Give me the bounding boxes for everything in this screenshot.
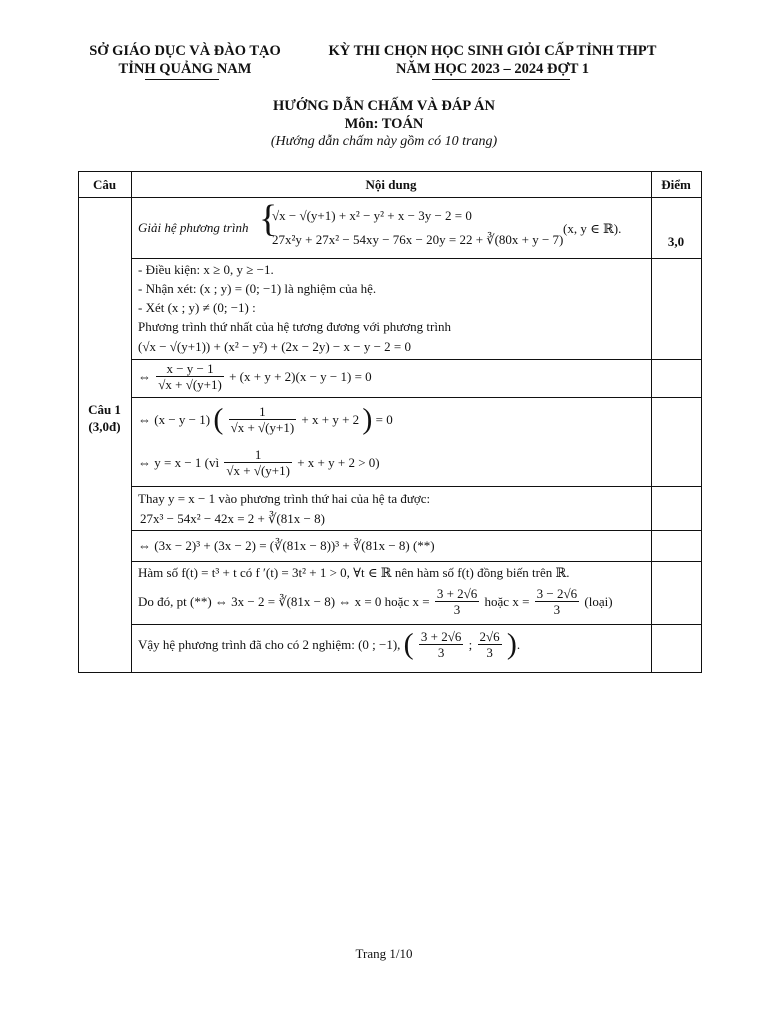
substitution-line: Thay y = x − 1 vào phương trình thứ hai của hệ ta được:: [138, 491, 431, 506]
exam-year: NĂM HỌC 2023 – 2024 ĐỢT 1: [395, 61, 590, 77]
transformed-eq: (√x − √(y+1)) + (x² − y²) + (2x − 2y) − x − y − 2 = 0: [138, 339, 412, 354]
table-col-divider-1: [131, 171, 132, 673]
system-eq2: 27x²y + 27x² − 54xy − 76x − 20y = 22 + ∛(80x + y − 7): [272, 232, 564, 247]
step-factor-den: √x + √(y+1): [158, 377, 222, 392]
final-x-fraction: [419, 629, 463, 660]
col-header-diem: Điểm: [661, 177, 691, 192]
roots-lead: Do đó, pt (**) ⇔ 3x − 2 = ∛(81x − 8) ⇔ x = 0 hoặc: [138, 594, 410, 609]
table-border-top: [78, 171, 702, 172]
step-factor-tail: + (x + y + 2)(x − y − 1) = 0: [229, 369, 372, 384]
doc-subject: Môn: TOÁN: [344, 116, 424, 132]
root2-fraction: [535, 586, 579, 617]
root1-den: 3: [435, 601, 479, 617]
root2-x: x =: [512, 594, 530, 609]
exam-name: KỲ THI CHỌN HỌC SINH GIỎI CẤP TỈNH THPT: [328, 43, 657, 59]
final-y-fraction: [478, 629, 502, 660]
step-factor-fraction: [156, 361, 224, 392]
col-header-cau: Câu: [92, 177, 117, 192]
equivalence-line: Phương trình thứ nhất của hệ tương đương với phương trình: [138, 319, 451, 334]
case-line: - Xét (x ; y) ≠ (0; −1) :: [138, 300, 256, 315]
root2-rejected: (loại): [584, 594, 613, 609]
row-sep: [131, 397, 702, 398]
page-number: Trang 1/10: [355, 946, 413, 961]
cube-form-eq: ⇔ (3x − 2)³ + (3x − 2) = (∛(81x − 8))³ + ∛(81x − 8) (**): [138, 538, 435, 553]
row-sep: [131, 530, 702, 531]
table-border-bottom: [78, 672, 702, 673]
row-sep: [131, 359, 702, 360]
problem-prefix: Giải hệ phương trình: [138, 220, 249, 235]
step-common-num: 1: [259, 404, 266, 419]
exam-underline: [432, 79, 570, 80]
final-x-num: 3 + 2√6: [420, 629, 462, 644]
org-underline: [145, 79, 219, 80]
doc-title: HƯỚNG DẪN CHẤM VÀ ĐÁP ÁN: [273, 98, 495, 114]
step-factor-num: x − y − 1: [166, 361, 214, 376]
org-department: SỞ GIÁO DỤC VÀ ĐÀO TẠO: [89, 43, 281, 59]
roots-or: hoặc: [484, 594, 510, 609]
observation-line: - Nhận xét: (x ; y) = (0; −1) là nghiệm của hệ.: [138, 281, 377, 296]
step-conclusion-lead: ⇔ y = x − 1 (vì: [138, 455, 220, 470]
final-x-den: 3: [419, 644, 463, 660]
step-conclusion-num: 1: [254, 447, 262, 462]
exam-header: [300, 42, 685, 78]
root1-x: x =: [412, 594, 430, 609]
step-common-tail: + x + y + 2: [301, 412, 360, 427]
question-label: Câu 1: [88, 402, 121, 417]
step-common-end: = 0: [375, 412, 393, 427]
substituted-eq: 27x³ − 54x² − 42x = 2 + ∛(81x − 8): [140, 511, 325, 526]
step-conclusion: [138, 447, 380, 478]
condition-line: - Điều kiện: x ≥ 0, y ≥ −1.: [138, 262, 274, 277]
root1-fraction: [435, 586, 479, 617]
final-answer-lead: Vậy hệ phương trình đã cho có 2 nghiệm: (0 ; −1),: [138, 637, 401, 652]
step-conclusion-den: √x + √(y+1): [226, 463, 290, 478]
final-y-num: 2√6: [479, 629, 500, 644]
doc-note: (Hướng dẫn chấm này gồm có 10 trang): [270, 134, 498, 149]
root2-num: 3 − 2√6: [536, 586, 578, 601]
roots-line: [138, 586, 613, 617]
final-separator: ;: [468, 637, 473, 652]
total-score: 3,0: [667, 234, 685, 249]
final-answer: Vậy hệ phương trình đã cho có 2 nghiệm: (0 ; −1), ( $\frac{3 + 2√6}{3}$ ; $\frac{2√6}{3}$ ).: [138, 627, 521, 661]
step-common-den: √x + √(y+1): [230, 420, 295, 435]
org-header: [70, 42, 300, 78]
step-common-lead: ⇔ (x − y − 1): [138, 412, 211, 427]
row-sep: [131, 561, 702, 562]
row-sep: [131, 624, 702, 625]
system-eq1: √x − √(y+1) + x² − y² + x − 3y − 2 = 0: [272, 208, 472, 223]
monotonic-line: Hàm số f(t) = t³ + t có f ′(t) = 3t² + 1 > 0, ∀t ∈ ℝ nên hàm số f(t) đồng biến trên ℝ.: [138, 565, 570, 580]
step-conclusion-tail: + x + y + 2 > 0): [297, 455, 380, 470]
table-border-right: [701, 171, 702, 673]
col-header-noidung: Nội dung: [365, 177, 417, 192]
root2-den: 3: [535, 601, 579, 617]
step-common-fraction: [229, 404, 297, 435]
table-header-bottom: [78, 197, 702, 198]
step-factor: ⇔ $\frac{x - y - 1}{√x + √(y+1)}$ + (x + y + 2)(x − y − 1) = 0: [138, 361, 372, 392]
step-conclusion-fraction: [224, 447, 292, 478]
row-sep: [131, 258, 702, 259]
step-common-factor: ⇔ (x − y − 1) ( $\frac{1}{√x + √(y+1)}$ + x + y + 2 ) = 0: [138, 402, 393, 436]
org-province: TỈNH QUẢNG NAM: [118, 61, 252, 77]
row-sep: [131, 486, 702, 487]
final-y-den: 3: [478, 644, 502, 660]
system-domain: (x, y ∈ ℝ).: [563, 221, 622, 236]
root1-num: 3 + 2√6: [436, 586, 478, 601]
question-points: (3,0đ): [88, 419, 121, 434]
system-brace: {: [259, 198, 278, 240]
